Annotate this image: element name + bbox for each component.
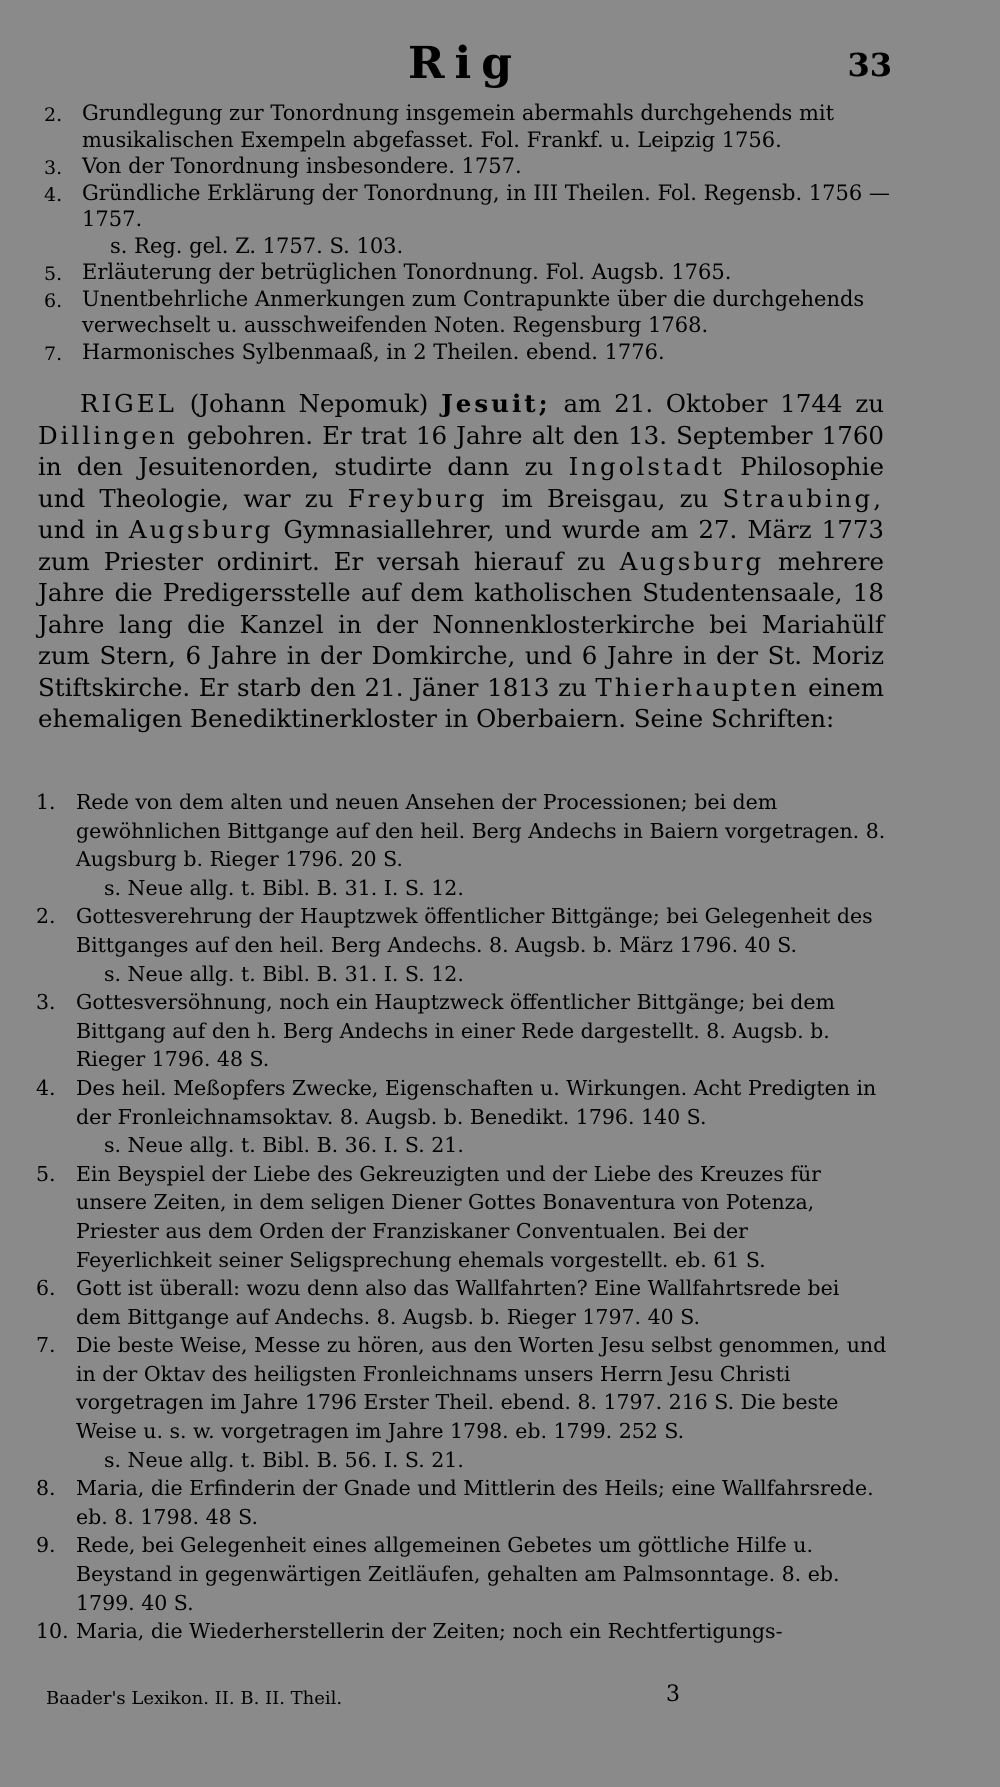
bio-text: Gymnasiallehrer, und wurde am 27. März 1773 zum Priester ordinirt. Er versah hierauf zu <box>38 515 884 576</box>
list-item <box>36 788 888 902</box>
item-text: Harmonisches Sylbenmaaß, in 2 Theilen. ebend. 1776. <box>82 339 665 364</box>
place-name: Straubing, <box>722 483 884 513</box>
bio-text: einem ehemaligen Benediktinerkloster in Oberbaiern. Seine Schriften: <box>38 672 884 733</box>
item-reference: s. Neue allg. t. Bibl. B. 31. I. S. 12. <box>104 875 464 900</box>
place-name: Ingolstadt <box>568 452 725 481</box>
item-number: 8. <box>36 1476 56 1501</box>
item-reference: s. Neue allg. t. Bibl. B. 31. I. S. 12. <box>104 961 464 986</box>
page-header <box>40 38 890 98</box>
list-item <box>40 180 890 260</box>
place-name: Freyburg <box>347 483 488 513</box>
place-name: Thierhaupten <box>595 672 800 702</box>
item-text: Ein Beyspiel der Liebe des Gekreuzigten und der Liebe des Kreuzes für unsere Zeiten, in dem seligen Diener Gottes Bonaventura von Potenza, Priester aus dem Orden der Franziskaner Conventualen. Bei der Feyerlichkeit seiner Seligsprechung ehemals vorgestellt. eb. 61 S. <box>76 1161 821 1272</box>
item-number: 7. <box>44 342 63 365</box>
item-text: Die beste Weise, Messe zu hören, aus den Worten Jesu selbst genommen, und in der Oktav des heiligsten Fronleichnams unsers Herrn Jesu Christi vorgetragen im Jahre 1796 Erster Theil. ebend. 8. 1797. 216 S. Die beste Weise u. s. w. vorgetragen im Jahre 1798. eb. 1799. 252 S. <box>76 1333 887 1444</box>
item-number: 9. <box>36 1533 56 1558</box>
item-number: 2. <box>44 104 63 126</box>
place-name: Augsburg <box>128 515 274 544</box>
bio-text: Philosophie und Theologie, war zu <box>38 452 884 513</box>
page-footer <box>46 1682 866 1728</box>
item-text: Grundlegung zur Tonordnung insgemein abermahls durchgehends mit musikalischen Exempeln abgefasset. Fol. Frankf. u. Leipzig 1756. <box>82 101 835 152</box>
entry-name-detail: (Johann Nepomuk) <box>189 389 429 418</box>
list-item <box>36 1274 888 1331</box>
item-reference: s. Neue allg. t. Bibl. B. 56. I. S. 21. <box>104 1447 464 1472</box>
list-item <box>36 902 888 988</box>
list-item <box>36 1531 888 1617</box>
item-text: Gottesversöhnung, noch ein Hauptzweck öffentlicher Bittgänge; bei dem Bittgang auf den h. Berg Andechs in einer Rede dargestellt. 8. Augsb. b. Rieger 1796. 48 S. <box>76 990 835 1072</box>
item-number: 1. <box>36 790 56 814</box>
bio-text: gebohren. Er trat 16 Jahre alt den 13. September 1760 in den Jesuitenorden, studirte dann zu <box>38 420 884 481</box>
list-item <box>40 259 890 286</box>
running-head: Rig <box>407 38 523 89</box>
item-number: 4. <box>36 1075 56 1100</box>
item-text: Gott ist überall: wozu denn also das Wallfahrten? Eine Wallfahrtsrede bei dem Bittgange auf Andechs. 8. Augsb. b. Rieger 1797. 40 S. <box>76 1276 840 1329</box>
item-text: Maria, die Wiederherstellerin der Zeiten; noch ein Rechtfertigungs- <box>76 1619 783 1644</box>
item-text: Rede, bei Gelegenheit eines allgemeinen Gebetes um göttliche Hilfe u. Beystand in gegenwärtigen Zeitläufen, gehalten am Palmsonntage. 8. eb. 1799. 40 S. <box>76 1533 840 1615</box>
list-item <box>36 1474 888 1531</box>
item-text: Maria, die Erfinderin der Gnade und Mittlerin des Heils; eine Wallfahrsrede. eb. 8. 1798. 48 S. <box>76 1476 874 1529</box>
list-item <box>36 1074 888 1160</box>
list-item <box>36 1617 888 1646</box>
item-number: 5. <box>36 1161 56 1186</box>
list-item <box>40 286 890 339</box>
item-text: Rede von dem alten und neuen Ansehen der Processionen; bei dem gewöhnlichen Bittgange auf den heil. Berg Andechs in Baiern vorgetragen. 8. Augsburg b. Rieger 1796. 20 S. <box>76 790 886 872</box>
item-number: 6. <box>44 289 63 312</box>
list-item <box>36 988 888 1074</box>
item-number: 5. <box>44 263 63 285</box>
item-number: 3. <box>36 990 56 1015</box>
entry-name: RIGEL <box>80 389 177 418</box>
bio-text: im Breisgau, zu <box>501 483 709 513</box>
item-text: Unentbehrliche Anmerkungen zum Contrapunkte über die durchgehends verwechselt u. ausschweifenden Noten. Regensburg 1768. <box>82 286 865 337</box>
item-reference: s. Neue allg. t. Bibl. B. 36. I. S. 21. <box>104 1133 464 1158</box>
footer-title: Baader's Lexikon. II. B. II. Theil. <box>46 1688 343 1709</box>
place-name: Dillingen <box>38 420 178 450</box>
signature-mark: 3 <box>666 1682 680 1707</box>
preceding-works-list <box>40 100 890 365</box>
item-number: 10. <box>36 1619 69 1644</box>
list-item <box>36 1160 888 1274</box>
list-item <box>40 339 890 366</box>
place-name: Augsburg <box>619 546 765 576</box>
item-text: Von der Tonordnung insbesondere. 1757. <box>82 154 522 178</box>
page-number: 33 <box>847 46 892 84</box>
list-item <box>40 100 890 153</box>
item-text: Des heil. Meßopfers Zwecke, Eigenschaften u. Wirkungen. Acht Predigten in der Fronleichnamsoktav. 8. Augsb. b. Benedikt. 1796. 140 S. <box>76 1075 877 1129</box>
item-text: Gottesverehrung der Hauptzwek öffentlicher Bittgänge; bei Gelegenheit des Bittganges auf den heil. Berg Andechs. 8. Augsb. b. März 1796. 40 S. <box>76 904 873 957</box>
item-number: 2. <box>36 904 56 929</box>
works-list <box>36 788 888 1646</box>
item-reference: s. Reg. gel. Z. 1757. S. 103. <box>110 233 404 258</box>
entry-order: Jesuit; <box>441 389 551 418</box>
list-item <box>40 153 890 180</box>
item-text: Gründliche Erklärung der Tonordnung, in III Theilen. Fol. Regensb. 1756 — 1757. <box>82 180 890 231</box>
item-number: 3. <box>44 157 63 179</box>
bio-text: am 21. Oktober 1744 zu <box>563 389 885 418</box>
item-text: Erläuterung der betrüglichen Tonordnung. Fol. Augsb. 1765. <box>82 260 732 284</box>
item-number: 6. <box>36 1276 56 1301</box>
item-number: 7. <box>36 1333 56 1358</box>
biography-entry <box>38 388 884 735</box>
biography-paragraph <box>38 388 884 735</box>
item-number: 4. <box>44 183 63 206</box>
bio-text: und in <box>38 515 119 544</box>
bio-text: mehrere Jahre die Predigersstelle auf dem katholischen Studentensaale, 18 Jahre lang die Kanzel in der Nonnenklosterkirche bei Mariahülf zum Stern, 6 Jahre in der Domkirche, und 6 Jahre in der St. Moriz Stiftskirche. Er starb den 21. Jäner 1813 zu <box>38 546 884 702</box>
list-item <box>36 1331 888 1474</box>
